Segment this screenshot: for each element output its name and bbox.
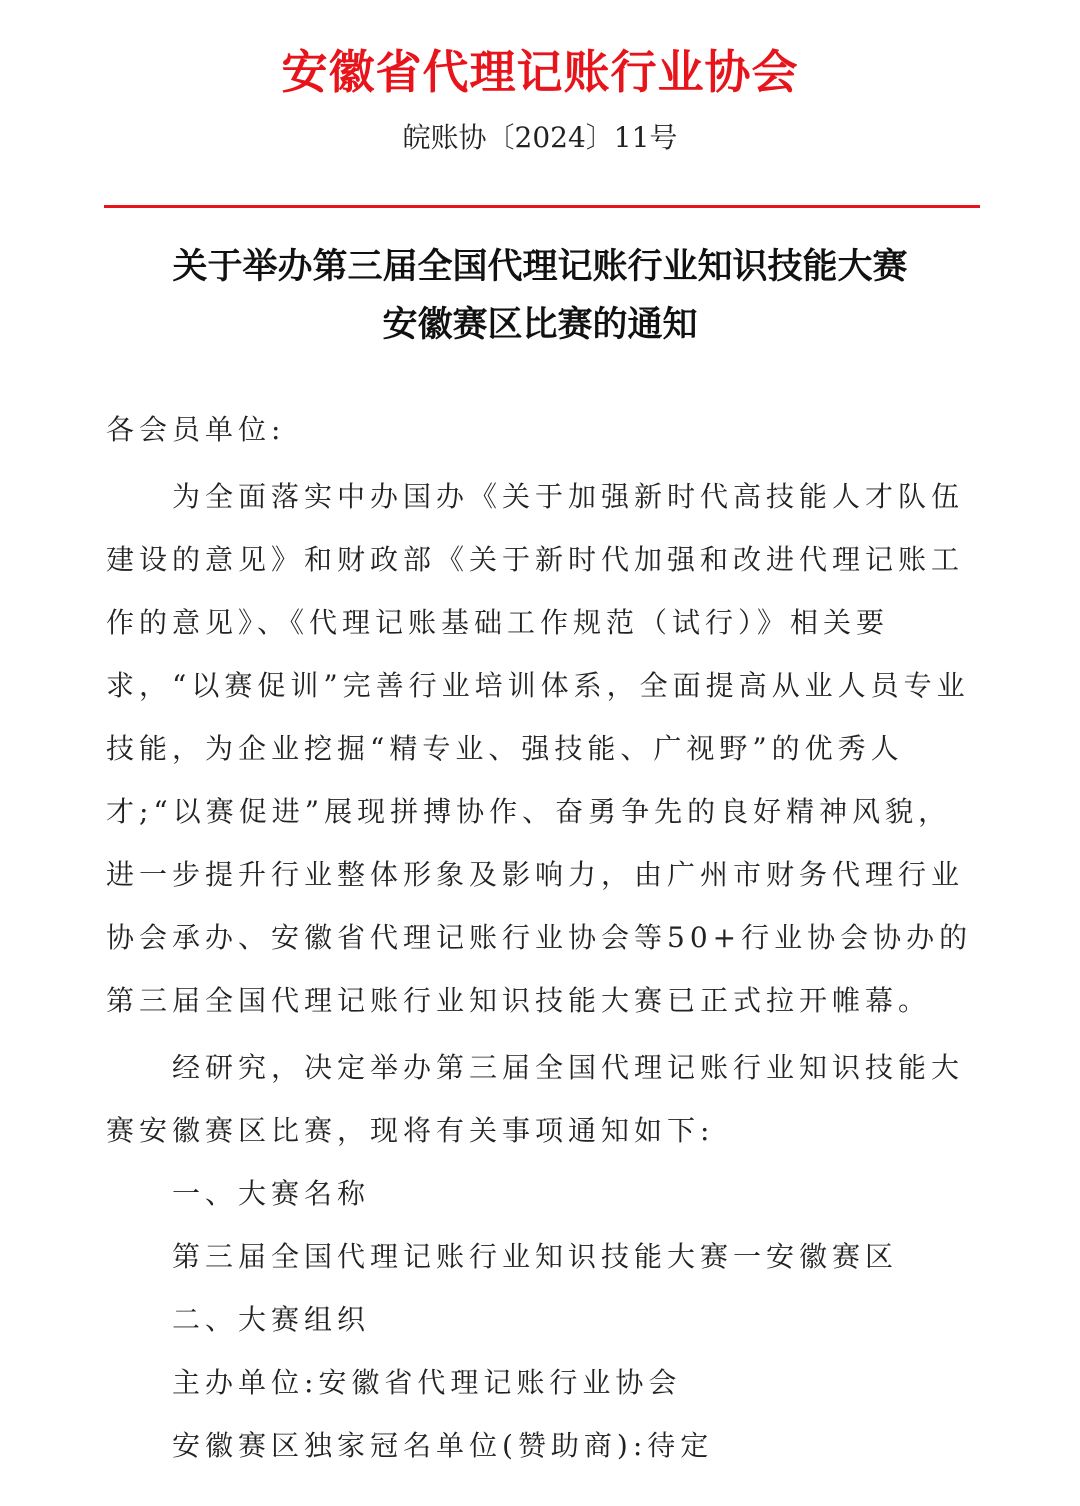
document-number: 皖账协〔2024〕11号 [402, 121, 678, 154]
salutation: 各会员单位: [106, 413, 286, 446]
title-line-1: 关于举办第三届全国代理记账行业知识技能大赛 [172, 247, 908, 287]
sponsor: 安徽赛区独家冠名单位(赞助商):待定 [172, 1429, 714, 1462]
header-divider [104, 205, 980, 208]
organizer: 主办单位:安徽省代理记账行业协会 [172, 1366, 682, 1399]
document-title [60, 238, 1020, 354]
paragraph-decision: 经研究，决定举办第三届全国代理记账行业知识技能大赛安徽赛区比赛，现将有关事项通知如下: [106, 1051, 965, 1147]
title-line-2: 安徽赛区比赛的通知 [382, 305, 698, 345]
section-heading-organization: 二、大赛组织 [172, 1303, 371, 1336]
paragraph-intro: 为全面落实中办国办《关于加强新时代高技能人才队伍建设的意见》和财政部《关于新时代加强和改进代理记账工作的意见》、《代理记账基础工作规范（试行）》相关要求，“以赛促训”完善行业培训体系，全面提高从业人员专业技能，为企业挖掘“精专业、强技能、广视野”的优秀人才;“以赛促进”展现拼搏协作、奋勇争先的良好精神风貌，进一步提升行业整体形象及影响力，由广州市财务代理行业协会承办、安徽省代理记账行业协会等50+行业协会协办的第三届全国代理记账行业知识技能大赛已正式拉开帷幕。 [106, 480, 973, 1017]
document-body [106, 398, 982, 1477]
org-name-header: 安徽省代理记账行业协会 [281, 45, 799, 99]
competition-name: 第三届全国代理记账行业知识技能大赛一安徽赛区 [172, 1240, 899, 1273]
section-heading-name: 一、大赛名称 [172, 1177, 371, 1210]
